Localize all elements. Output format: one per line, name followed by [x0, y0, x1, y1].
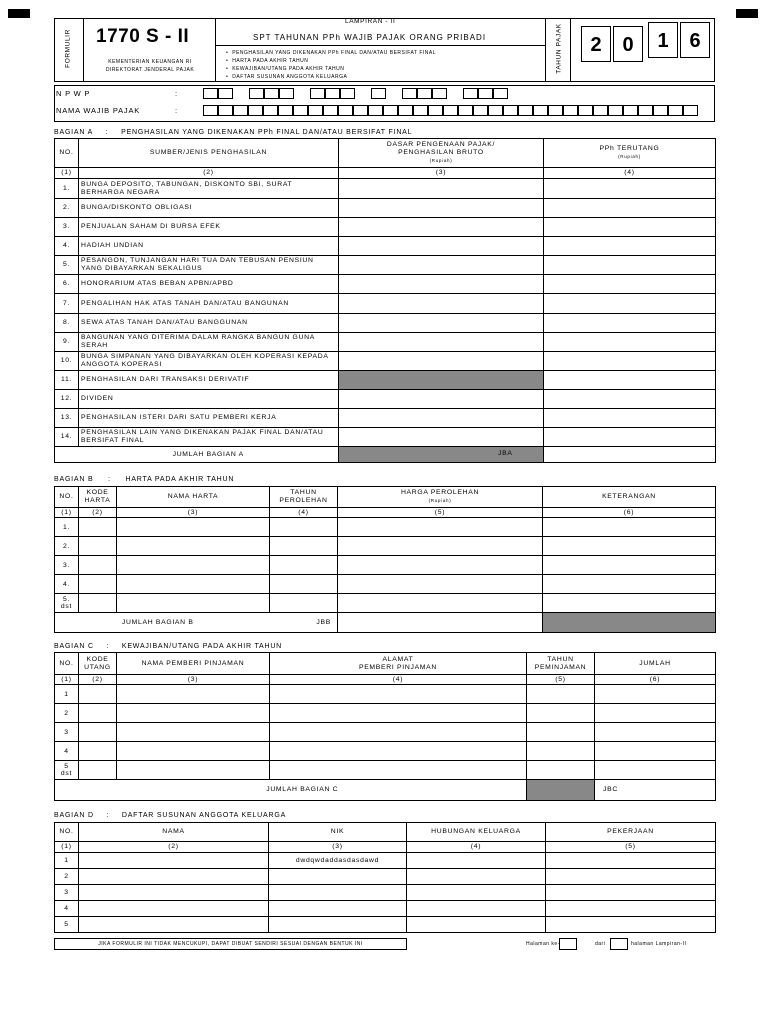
idx-cell: (4) [407, 842, 546, 853]
row-sumber-label: BUNGA/DISKONTO OBLIGASI [79, 199, 339, 218]
registration-mark-right [736, 9, 758, 18]
row-input-cell[interactable] [270, 518, 338, 537]
year-digit-3[interactable]: 1 [648, 22, 678, 58]
nama-input[interactable] [203, 105, 698, 116]
nama-label: NAMA WAJIB PAJAK [56, 106, 141, 115]
row-no: 2. [55, 199, 79, 218]
col-nik-header: NIK [269, 823, 407, 842]
row-dasar-input[interactable] [339, 428, 544, 447]
col-pekerjaan-header: PEKERJAAN [546, 823, 716, 842]
jumlah-bagian-b-label: JUMLAH BAGIAN B JBB [79, 613, 338, 633]
row-input-cell[interactable] [117, 723, 270, 742]
row-input-cell[interactable] [270, 556, 338, 575]
row-no: 4. [55, 237, 79, 256]
jumlah-bagian-a-pph[interactable] [498, 447, 716, 463]
row-sumber-label: PESANGON, TUNJANGAN HARI TUA DAN TEBUSAN PENSIUN YANG DIBAYARKAN SEKALIGUS [79, 256, 339, 275]
jumlah-bagian-c-tahun [527, 780, 595, 801]
halaman-ke-input[interactable] [559, 938, 577, 950]
year-digit-4[interactable]: 6 [680, 22, 710, 58]
idx-cell: (1) [55, 508, 79, 518]
row-input-cell[interactable] [270, 704, 527, 723]
row-input-cell[interactable] [543, 556, 716, 575]
idx-cell: (1) [55, 842, 79, 853]
row-nama-input[interactable] [79, 885, 269, 901]
col-no-header: NO. [55, 653, 79, 675]
row-input-cell[interactable] [270, 761, 527, 780]
row-input-cell[interactable] [270, 723, 527, 742]
jumlah-bagian-b-ket [543, 613, 716, 633]
row-no: 7. [55, 294, 79, 314]
idx-cell: (3) [339, 168, 544, 179]
row-input-cell[interactable] [595, 685, 716, 704]
row-input-cell[interactable] [543, 575, 716, 594]
idx-cell: (4) [270, 508, 338, 518]
dari-label: dari [595, 941, 606, 947]
row-dasar-input[interactable] [339, 390, 544, 409]
nama-colon: : [175, 106, 178, 115]
idx-cell: (2) [79, 168, 339, 179]
row-no: 1. [55, 518, 79, 537]
idx-cell: (2) [79, 675, 117, 685]
row-no: 8. [55, 314, 79, 333]
row-input-cell[interactable] [270, 537, 338, 556]
row-no: 6. [55, 275, 79, 294]
row-input-cell[interactable] [117, 556, 270, 575]
row-input-cell[interactable] [117, 704, 270, 723]
row-no: 13. [55, 409, 79, 428]
row-input-cell[interactable] [117, 761, 270, 780]
row-no: 12. [55, 390, 79, 409]
row-hubungan-input[interactable] [407, 885, 546, 901]
row-sumber-label: PENGHASILAN ISTERI DARI SATU PEMBERI KERJA [79, 409, 339, 428]
jbb-code: JBB [316, 619, 331, 626]
row-pph-input[interactable] [544, 390, 716, 409]
col-no-header: NO. [55, 139, 79, 168]
row-input-cell[interactable] [79, 575, 117, 594]
npwp-input[interactable] [203, 88, 508, 99]
row-sumber-label: BUNGA SIMPANAN YANG DIBAYARKAN OLEH KOPERASI KEPADA ANGGOTA KOPERASI [79, 352, 339, 371]
idx-cell: (2) [79, 842, 269, 853]
row-input-cell[interactable] [79, 685, 117, 704]
row-no: 3 [55, 723, 79, 742]
bagian-b-table [54, 486, 716, 633]
row-sumber-label: PENGHASILAN LAIN YANG DIKENAKAN PAJAK FINAL DAN/ATAU BERSIFAT FINAL [79, 428, 339, 447]
row-pekerjaan-input[interactable] [546, 917, 716, 933]
lampiran-label: LAMPIRAN - II [345, 18, 396, 25]
col-harga-perolehan-header: HARGA PEROLEHAN (Rupiah) [338, 487, 543, 508]
row-no: 1. [55, 179, 79, 199]
row-hubungan-input[interactable] [407, 853, 546, 869]
col-kode-harta-header: KODE HARTA [79, 487, 117, 508]
form-code: 1770 S - II [96, 26, 190, 47]
idx-cell: (2) [79, 508, 117, 518]
row-input-cell[interactable] [79, 742, 117, 761]
row-dasar-input[interactable] [339, 333, 544, 352]
footer-note: JIKA FORMULIR INI TIDAK MENCUKUPI, DAPAT DIBUAT SENDIRI SESUAI DENGAN BENTUK INI [98, 941, 363, 947]
row-no: 2 [55, 869, 79, 885]
bagian-c-table [54, 652, 716, 801]
formulir-label: FORMULIR [64, 29, 72, 68]
row-input-cell[interactable] [79, 556, 117, 575]
col-dasar-header: DASAR PENGENAAN PAJAK/ PENGHASILAN BRUTO (Rupiah) [339, 139, 544, 168]
row-pekerjaan-input[interactable] [546, 901, 716, 917]
bullet-item-4: • DAFTAR SUSUNAN ANGGOTA KELUARGA [226, 74, 347, 80]
row-pph-input[interactable] [544, 333, 716, 352]
jumlah-bagian-c-label: JUMLAH BAGIAN C [79, 780, 527, 801]
idx-cell: (6) [595, 675, 716, 685]
row-no: 5. [55, 256, 79, 275]
row-input-cell[interactable] [270, 575, 338, 594]
row-input-cell[interactable] [527, 685, 595, 704]
row-input-cell[interactable] [338, 575, 543, 594]
bagian-d-title: BAGIAN D : DAFTAR SUSUNAN ANGGOTA KELUARGA [54, 812, 287, 819]
row-no: 2 [55, 704, 79, 723]
row-input-cell[interactable] [527, 704, 595, 723]
row-input-cell[interactable] [595, 742, 716, 761]
row-hubungan-input[interactable] [407, 869, 546, 885]
row-input-cell[interactable] [338, 556, 543, 575]
bagian-b-title: BAGIAN B : HARTA PADA AKHIR TAHUN [54, 476, 235, 483]
row-pph-input[interactable] [544, 352, 716, 371]
row-dasar-input[interactable] [339, 294, 544, 314]
col-sumber-header: SUMBER/JENIS PENGHASILAN [79, 139, 339, 168]
row-dasar-input[interactable] [339, 409, 544, 428]
row-pph-input[interactable] [544, 256, 716, 275]
row-nama-input[interactable] [79, 869, 269, 885]
halaman-total-input[interactable] [610, 938, 628, 950]
idx-cell: (6) [543, 508, 716, 518]
idx-cell: (3) [117, 675, 270, 685]
row-dasar-input [339, 371, 544, 390]
row-pph-input[interactable] [544, 294, 716, 314]
col-no-header: NO. [55, 823, 79, 842]
row-input-cell[interactable] [117, 537, 270, 556]
bagian-a-table [54, 138, 716, 463]
row-sumber-label: HONORARIUM ATAS BEBAN APBN/APBD [79, 275, 339, 294]
jumlah-bagian-a-label: JUMLAH BAGIAN A [79, 447, 339, 463]
row-no: 5 [55, 917, 79, 933]
row-sumber-label: PENGALIHAN HAK ATAS TANAH DAN/ATAU BANGUNAN [79, 294, 339, 314]
row-hubungan-input[interactable] [407, 901, 546, 917]
row-input-cell[interactable] [527, 723, 595, 742]
row-input-cell[interactable] [117, 685, 270, 704]
row-nama-input[interactable] [79, 853, 269, 869]
idx-cell: (1) [55, 168, 79, 179]
row-no: 1 [55, 685, 79, 704]
row-input-cell[interactable] [79, 537, 117, 556]
row-no: 10. [55, 352, 79, 371]
idx-cell: (5) [546, 842, 716, 853]
row-input-cell[interactable] [543, 537, 716, 556]
row-input-cell[interactable] [270, 594, 338, 613]
row-dasar-input[interactable] [339, 256, 544, 275]
col-pph-header: PPh TERUTANG (Rupiah) [544, 139, 716, 168]
row-no: 1 [55, 853, 79, 869]
row-no: 11. [55, 371, 79, 390]
row-pph-input[interactable] [544, 314, 716, 333]
row-pekerjaan-input[interactable] [546, 885, 716, 901]
registration-mark-left [8, 9, 30, 18]
jumlah-bagian-b-harga[interactable] [338, 613, 543, 633]
row-nik-input[interactable] [269, 869, 407, 885]
col-nama-harta-header: NAMA HARTA [117, 487, 270, 508]
halaman-lampiran-label: halaman Lampiran-II [631, 941, 687, 947]
idx-cell: (4) [544, 168, 716, 179]
row-sumber-label: PENJUALAN SAHAM DI BURSA EFEK [79, 218, 339, 237]
row-input-cell[interactable] [338, 537, 543, 556]
idx-cell: (4) [270, 675, 527, 685]
row-sumber-label: BUNGA DEPOSITO, TABUNGAN, DISKONTO SBI, SURAT BERHARGA NEGARA [79, 179, 339, 199]
col-nama-header: NAMA [79, 823, 269, 842]
row-dasar-input[interactable] [339, 314, 544, 333]
row-dasar-input[interactable] [339, 179, 544, 199]
row-input-cell[interactable] [79, 761, 117, 780]
col-tahun-perolehan-header: TAHUN PEROLEHAN [270, 487, 338, 508]
col-no-header: NO. [55, 487, 79, 508]
row-dasar-input[interactable] [339, 237, 544, 256]
col-nama-pemberi-header: NAMA PEMBERI PINJAMAN [117, 653, 270, 675]
row-sumber-label: DIVIDEN [79, 390, 339, 409]
spt-title: SPT TAHUNAN PPh WAJIB PAJAK ORANG PRIBADI [253, 33, 487, 42]
npwp-colon: : [175, 89, 178, 98]
row-input-cell[interactable] [543, 594, 716, 613]
row-sumber-label: HADIAH UNDIAN [79, 237, 339, 256]
row-sumber-label: PENGHASILAN DARI TRANSAKSI DERIVATIF [79, 371, 339, 390]
row-no: 5. dst [55, 594, 79, 613]
row-pph-input[interactable] [544, 275, 716, 294]
bagian-d-table [54, 822, 716, 933]
col-jumlah-header: JUMLAH [595, 653, 716, 675]
row-dasar-input[interactable] [339, 275, 544, 294]
row-pph-input[interactable] [544, 428, 716, 447]
row-no: 9. [55, 333, 79, 352]
jbc-code: JBC [603, 786, 618, 793]
idx-cell: (1) [55, 675, 79, 685]
idx-cell: (3) [269, 842, 407, 853]
year-digit-1[interactable]: 2 [581, 26, 611, 62]
jumlah-bagian-c-jumlah[interactable] [595, 780, 716, 801]
col-kode-utang-header: KODE UTANG [79, 653, 117, 675]
row-dasar-input[interactable] [339, 199, 544, 218]
row-sumber-label: BANGUNAN YANG DITERIMA DALAM RANGKA BANGUN GUNA SERAH [79, 333, 339, 352]
row-nama-input[interactable] [79, 917, 269, 933]
row-input-cell[interactable] [117, 518, 270, 537]
row-nik-input[interactable] [269, 885, 407, 901]
bullet-item-3: • KEWAJIBAN/UTANG PADA AKHIR TAHUN [226, 66, 344, 72]
row-input-cell[interactable] [527, 742, 595, 761]
row-input-cell[interactable] [79, 704, 117, 723]
row-pph-input[interactable] [544, 237, 716, 256]
year-digit-2[interactable]: 0 [613, 26, 643, 62]
row-input-cell[interactable] [270, 742, 527, 761]
row-no: 3. [55, 218, 79, 237]
row-input-cell[interactable] [338, 518, 543, 537]
row-no: 14. [55, 428, 79, 447]
jba-code: JBA [498, 450, 513, 457]
row-pph-input[interactable] [544, 218, 716, 237]
col-keterangan-header: KETERANGAN [543, 487, 716, 508]
row-input-cell[interactable] [595, 704, 716, 723]
row-no: 2. [55, 537, 79, 556]
row-nama-input[interactable] [79, 901, 269, 917]
row-input-cell[interactable] [270, 685, 527, 704]
row-nik-input[interactable] [269, 917, 407, 933]
row-input-cell[interactable] [595, 761, 716, 780]
row-dasar-input[interactable] [339, 352, 544, 371]
row-pph-input[interactable] [544, 409, 716, 428]
bullet-item-1: • PENGHASILAN YANG DIKENAKAN PPh FINAL DAN/ATAU BERSIFAT FINAL [226, 50, 436, 56]
row-input-cell[interactable] [117, 742, 270, 761]
bagian-c-title: BAGIAN C : KEWAJIBAN/UTANG PADA AKHIR TAHUN [54, 643, 283, 650]
row-input-cell[interactable] [543, 518, 716, 537]
row-input-cell[interactable] [79, 518, 117, 537]
row-dasar-input[interactable] [339, 218, 544, 237]
row-no: 4 [55, 742, 79, 761]
row-no: 3 [55, 885, 79, 901]
idx-cell: (3) [117, 508, 270, 518]
col-hubungan-header: HUBUNGAN KELUARGA [407, 823, 546, 842]
row-input-cell[interactable] [79, 594, 117, 613]
row-input-cell[interactable] [595, 723, 716, 742]
row-input-cell[interactable] [117, 594, 270, 613]
row-no: 4 [55, 901, 79, 917]
row-nik-input[interactable]: dwdqwdaddasdasdawd [269, 853, 407, 869]
row-input-cell[interactable] [79, 723, 117, 742]
bagian-a-title: BAGIAN A : PENGHASILAN YANG DIKENAKAN PPh FINAL DAN/ATAU BERSIFAT FINAL [54, 129, 413, 136]
row-pph-input[interactable] [544, 371, 716, 390]
row-input-cell[interactable] [338, 594, 543, 613]
idx-cell: (5) [338, 508, 543, 518]
jumlah-bagian-a-dasar [339, 447, 544, 463]
col-alamat-header: ALAMAT PEMBERI PINJAMAN [270, 653, 527, 675]
row-pekerjaan-input[interactable] [546, 853, 716, 869]
row-pekerjaan-input[interactable] [546, 869, 716, 885]
row-no: 4. [55, 575, 79, 594]
row-input-cell[interactable] [527, 761, 595, 780]
row-hubungan-input[interactable] [407, 917, 546, 933]
row-pph-input[interactable] [544, 199, 716, 218]
row-nik-input[interactable] [269, 901, 407, 917]
ministry-line1: KEMENTERIAN KEUANGAN RI [108, 59, 192, 65]
tahun-pajak-label: TAHUN PAJAK [555, 23, 563, 74]
col-tahun-peminjaman-header: TAHUN PEMINJAMAN [527, 653, 595, 675]
row-no: 3. [55, 556, 79, 575]
ministry-line2: DIREKTORAT JENDERAL PAJAK [105, 67, 195, 73]
row-sumber-label: SEWA ATAS TANAH DAN/ATAU BANGGUNAN [79, 314, 339, 333]
row-pph-input[interactable] [544, 179, 716, 199]
row-input-cell[interactable] [117, 575, 270, 594]
row-no: 5 dst [55, 761, 79, 780]
halaman-ke-label: Halaman ke- [526, 941, 560, 947]
npwp-label: N P W P [56, 89, 91, 98]
idx-cell: (5) [527, 675, 595, 685]
bullet-item-2: • HARTA PADA AKHIR TAHUN [226, 58, 308, 64]
